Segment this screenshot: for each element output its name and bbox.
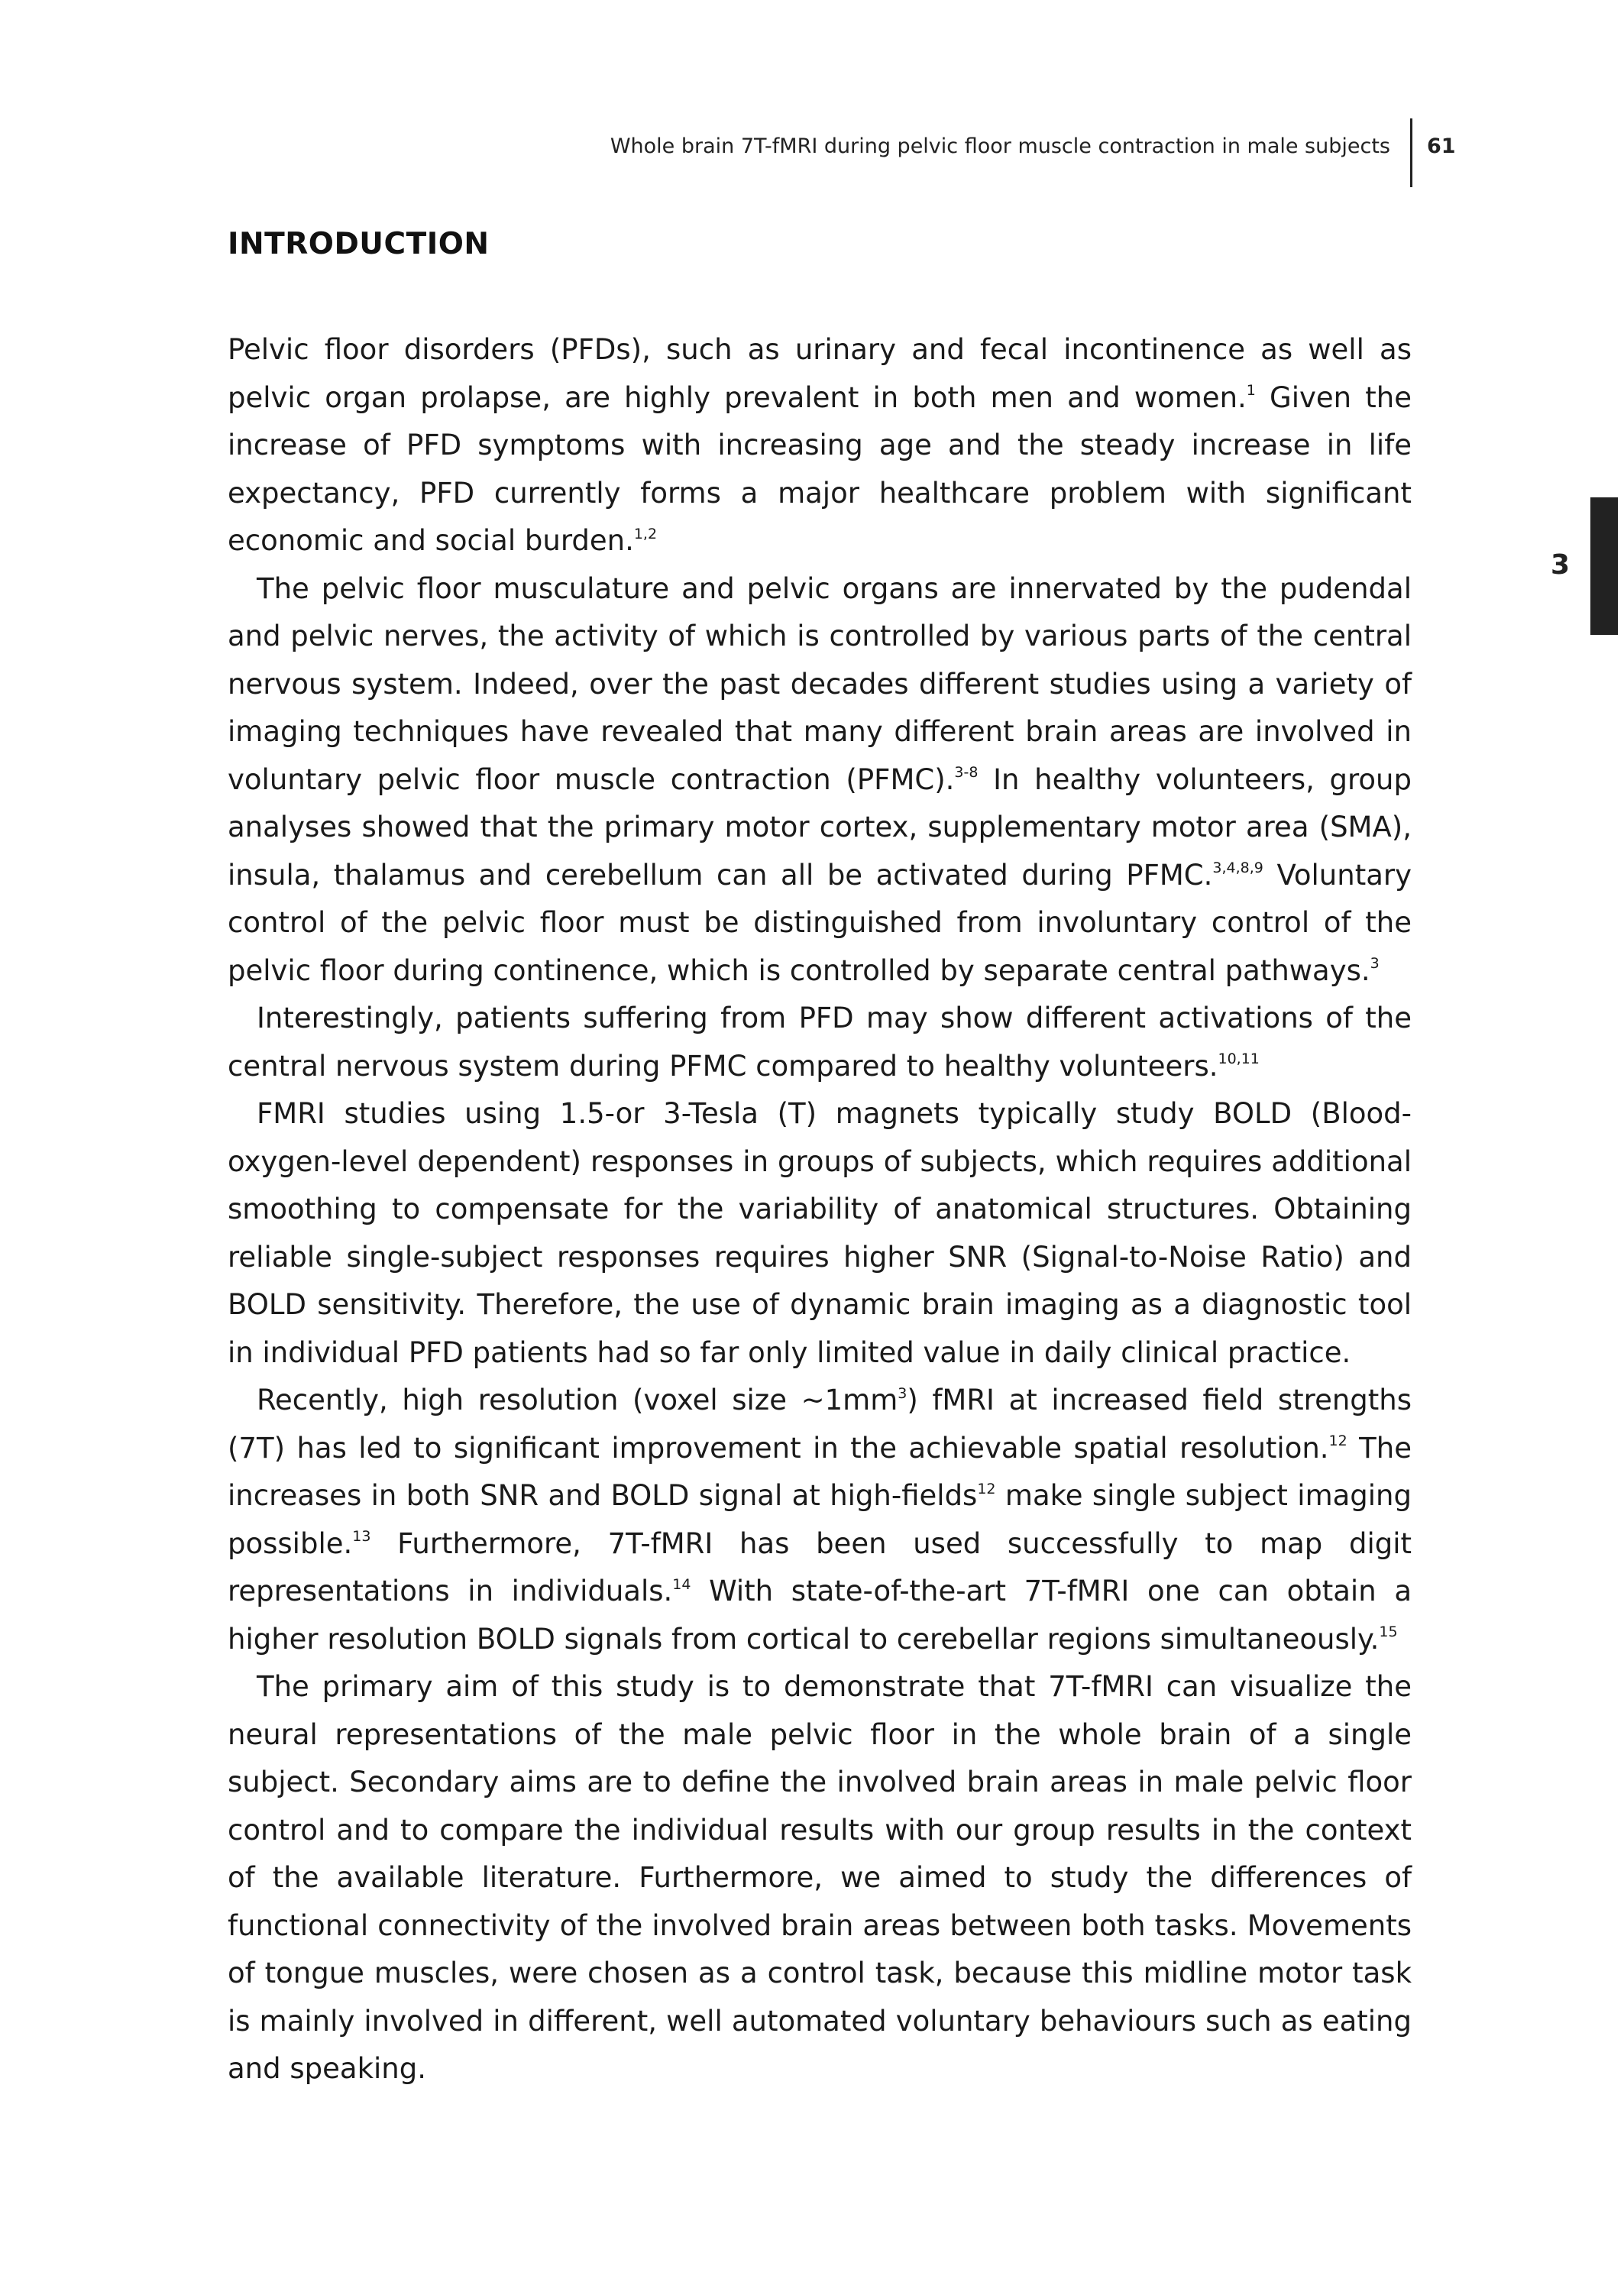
header-divider	[1410, 118, 1412, 187]
text-run: Voluntary control of the pelvic floor must be distinguished from involuntary control of the pelvic floor during continence, which is controlled by separate central pathways.	[228, 858, 1412, 987]
paragraph	[228, 1663, 1412, 2093]
running-head-title: Whole brain 7T-fMRI during pelvic floor muscle contraction in male subjects	[610, 134, 1390, 158]
text-run: Given the increase of PFD symptoms with increasing age and the steady increase in life expectancy, PFD currently forms a major healthcare problem with significant economic and social burden.	[228, 380, 1412, 557]
text-run: With state-of-the-art 7T-fMRI one can obtain a higher resolution BOLD signals from cortical to cerebellar regions simultaneously.	[228, 1575, 1412, 1656]
citation-superscript: 3	[898, 1384, 907, 1402]
citation-superscript: 10,11	[1218, 1050, 1260, 1068]
text-run: Pelvic floor disorders (PFDs), such as urinary and fecal incontinence as well as pelvic organ prolapse, are highly prevalent in both men and women.	[228, 333, 1412, 414]
citation-superscript: 3-8	[954, 764, 979, 782]
citation-superscript: 15	[1379, 1624, 1398, 1641]
text-run: FMRI studies using 1.5-or 3-Tesla (T) magnets typically study BOLD (Blood-oxygen-level dependent) responses in groups of subjects, which requires additional smoothing to compensate for the variability of anatomical structures. Obtaining reliable single-subject responses requires higher SNR (Signal-to-Noise Ratio) and BOLD sensitivity. Therefore, the use of dynamic brain imaging as a diagnostic tool in individual PFD patients had so far only limited value in daily clinical practice.	[228, 1097, 1412, 1369]
section-heading: INTRODUCTION	[228, 227, 490, 261]
text-run: The primary aim of this study is to demonstrate that 7T-fMRI can visualize the neural representations of the male pelvic floor in the whole brain of a single subject. Secondary aims are to define the involved brain areas in male pelvic floor control and to compare the individual results with our group results in the context of the available literature. Furthermore, we aimed to study the differences of functional connectivity of the involved brain areas between both tasks. Movements of tongue muscles, were chosen as a control task, because this midline motor task is mainly involved in different, well automated voluntary behaviours such as eating and speaking.	[228, 1670, 1412, 2085]
text-run: The increases in both SNR and BOLD signal at high-fields	[228, 1431, 1412, 1512]
citation-superscript: 12	[1328, 1432, 1347, 1450]
citation-superscript: 3,4,8,9	[1212, 860, 1263, 877]
text-run: ) fMRI at increased field strengths (7T) has led to significant improvement in the achievable spatial resolution.	[228, 1384, 1412, 1465]
text-run: In healthy volunteers, group analyses showed that the primary motor cortex, supplementary motor area (SMA), insula, thalamus and cerebellum can all be activated during PFMC.	[228, 762, 1412, 892]
text-run: The pelvic floor musculature and pelvic organs are innervated by the pudendal and pelvic nerves, the activity of which is controlled by various parts of the central nervous system. Indeed, over the past decades different studies using a variety of imaging techniques have revealed that many different brain areas are involved in voluntary pelvic floor muscle contraction (PFMC).	[228, 571, 1412, 796]
citation-superscript: 1	[1246, 382, 1256, 400]
citation-superscript: 13	[352, 1528, 371, 1546]
chapter-number: 3	[1551, 549, 1571, 581]
text-run: Furthermore, 7T-fMRI has been used successfully to map digit representations in individuals.	[228, 1526, 1412, 1607]
paragraph	[228, 326, 1412, 565]
citation-superscript: 12	[977, 1480, 996, 1497]
paragraph	[228, 565, 1412, 995]
body-text	[228, 326, 1412, 2093]
text-run: make single subject imaging possible.	[228, 1479, 1412, 1560]
text-run: Recently, high resolution (voxel size ~1mm	[257, 1384, 898, 1416]
page-number: 61	[1427, 134, 1456, 158]
citation-superscript: 14	[672, 1575, 691, 1593]
citation-superscript: 3	[1370, 955, 1380, 973]
text-run: Interestingly, patients suffering from PFD may show different activations of the central nervous system during PFMC compared to healthy volunteers.	[228, 1002, 1412, 1083]
chapter-thumb-tab	[1590, 497, 1618, 635]
paragraph	[228, 995, 1412, 1090]
paragraph	[228, 1377, 1412, 1663]
paragraph	[228, 1090, 1412, 1377]
citation-superscript: 1,2	[633, 525, 658, 542]
